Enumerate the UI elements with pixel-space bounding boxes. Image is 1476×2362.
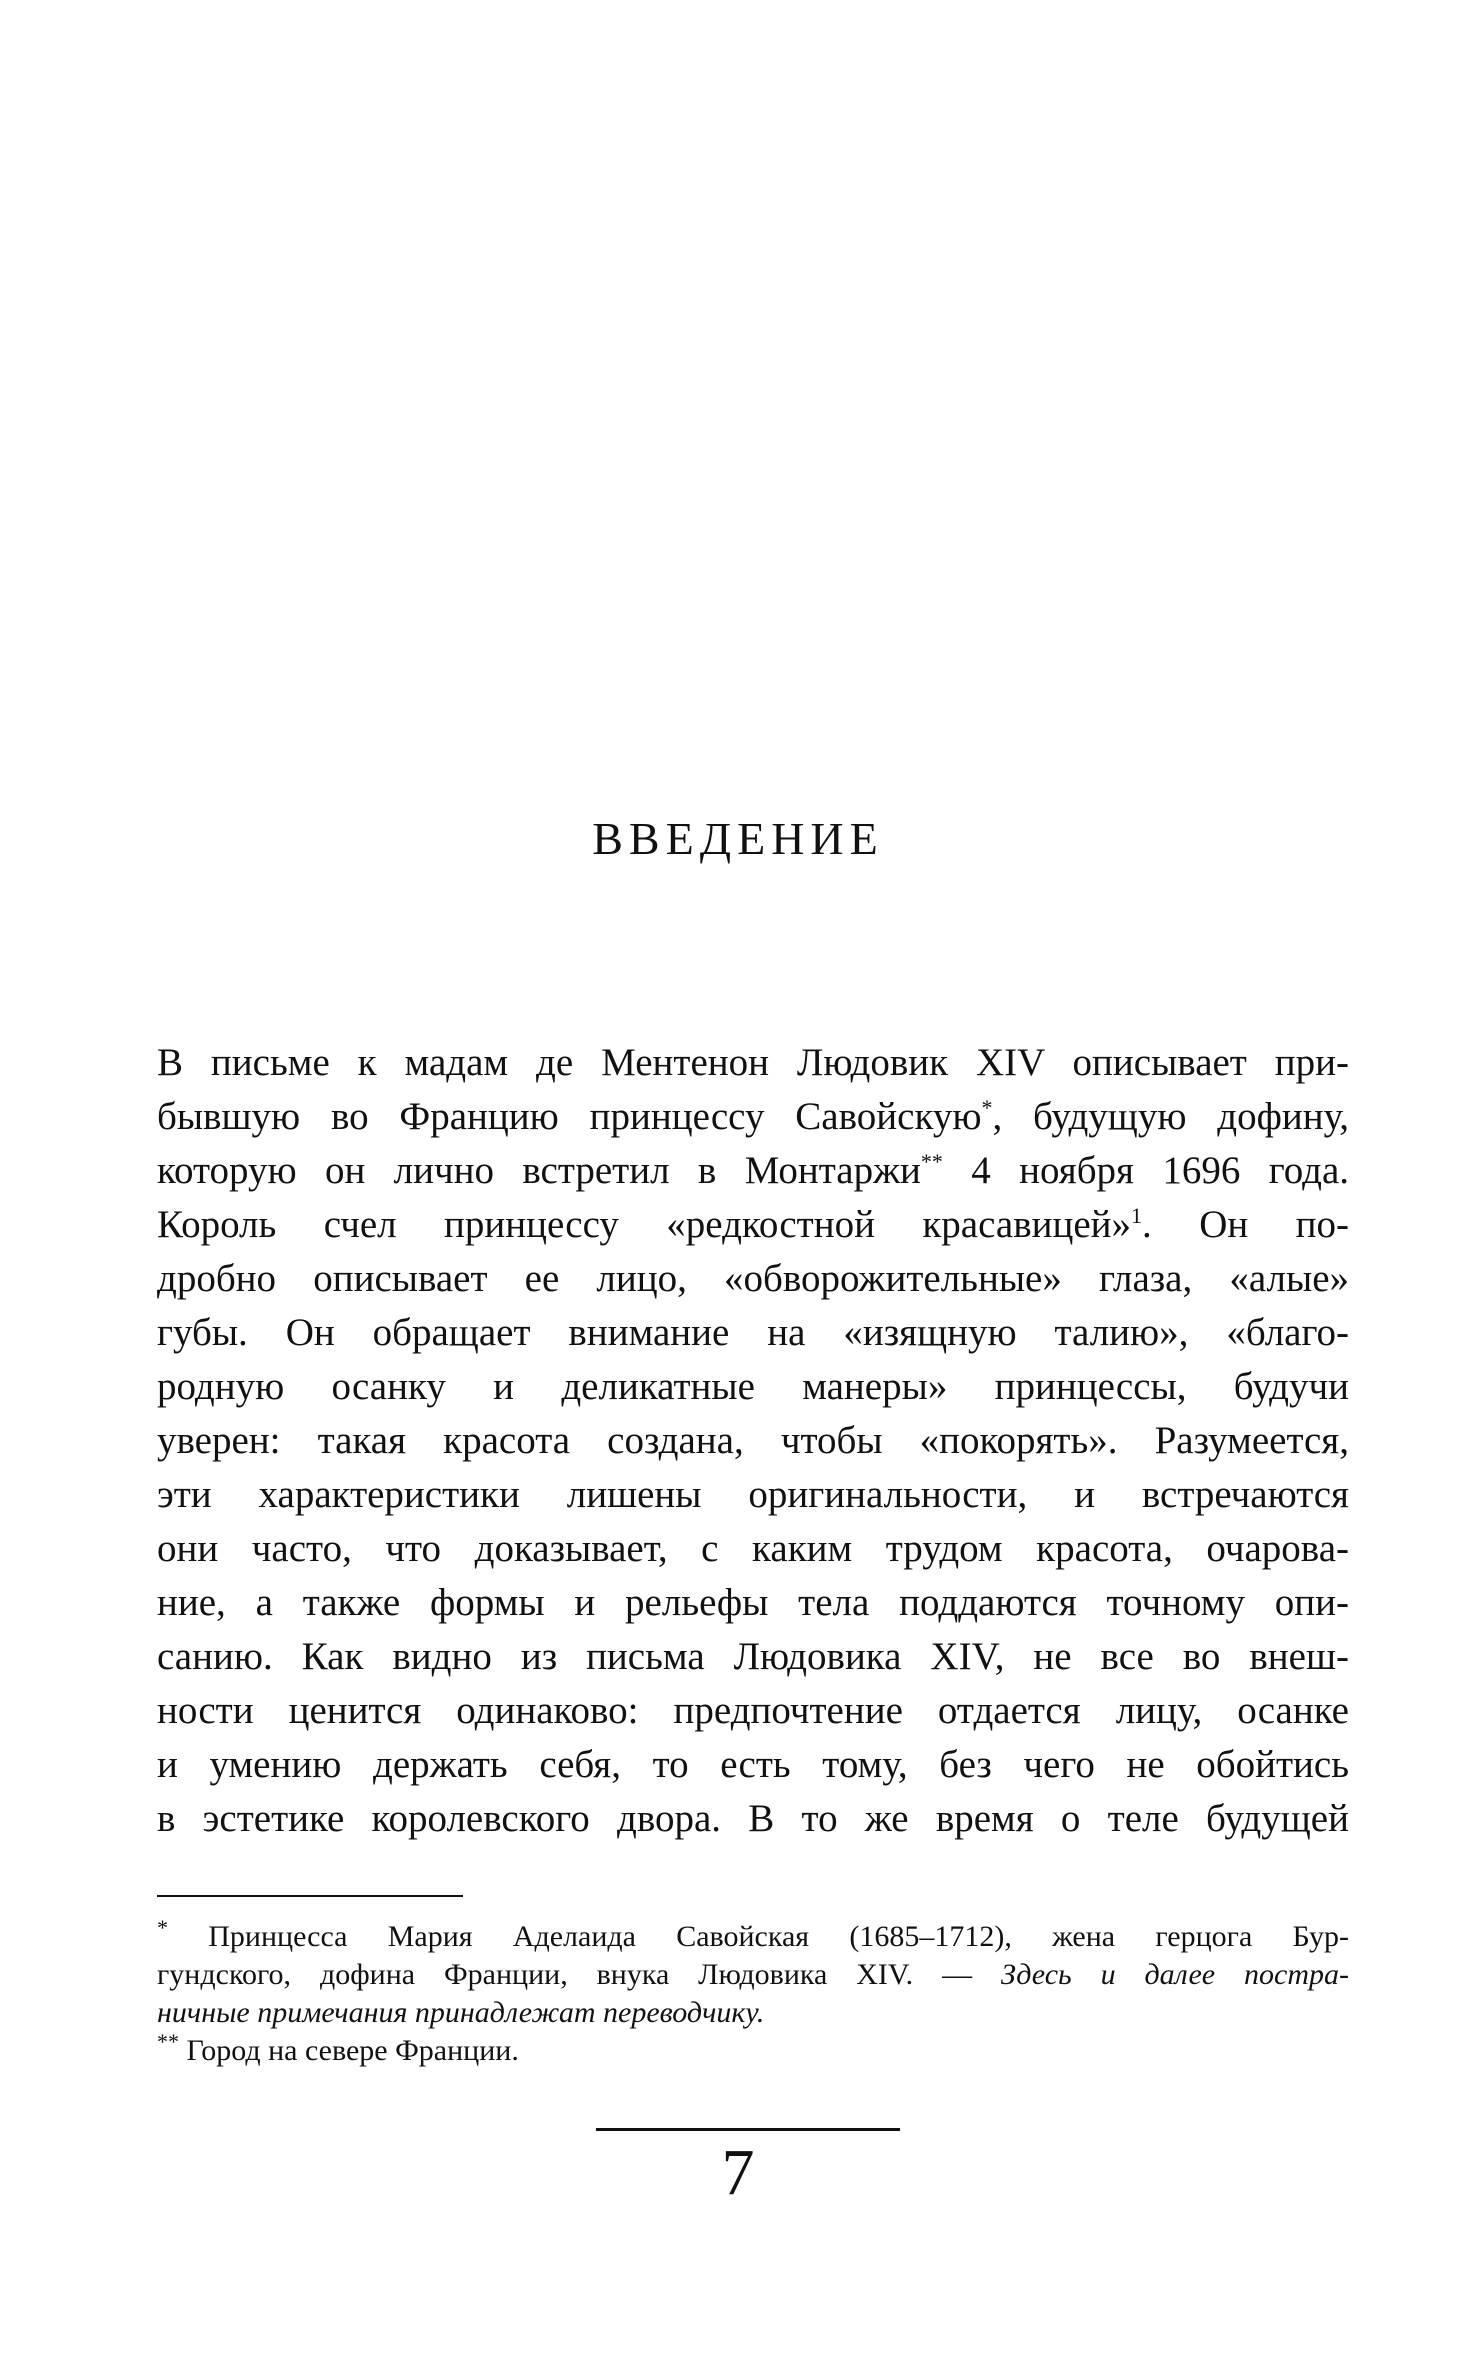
text-segment: Принцесса Мария Аделаида Савойская (1685–1712), жена герцога Бур- [168,1920,1349,1953]
text-segment: , будущую дофину, [992,1095,1349,1138]
footnote-marker: * [981,1095,993,1120]
footnote-marker: * [157,1915,168,1940]
text-segment: которую он лично встретил в Монтаржи [157,1149,921,1192]
text-segment: Король счел принцессу «редкостной красавицей» [157,1203,1132,1246]
text-segment: гундского, дофина Франции, внука Людовика XIV. — [157,1958,1001,1991]
text-line [157,1522,1349,1576]
text-segment: эти характеристики лишены оригинальности, и встречаются [157,1473,1349,1516]
body-text [157,1036,1349,1846]
text-segment: Город на севере Франции. [179,2034,519,2067]
text-segment: бывшую во Францию принцессу Савойскую [157,1095,982,1138]
text-line [157,1252,1349,1306]
text-segment: в эстетике королевского двора. В то же время о теле будущей [157,1797,1349,1840]
text-line [157,1036,1349,1090]
text-segment: 4 ноября 1696 года. [942,1149,1349,1192]
text-segment: ности ценится одинаково: предпочтение отдается лицу, осанке [157,1689,1349,1732]
text-segment: уверен: такая красота создана, чтобы «покорять». Разумеется, [157,1419,1349,1462]
text-segment: ние, а также формы и рельефы тела поддаются точному опи- [157,1581,1349,1624]
footnote-separator [157,1895,463,1897]
footnote-marker: ** [157,2029,179,2054]
text-segment: дробно описывает ее лицо, «обворожительные» глаза, «алые» [157,1257,1349,1300]
text-line [157,1306,1349,1360]
text-segment: ничные примечания принадлежат переводчику. [157,1996,765,2029]
footnote-marker: ** [920,1149,943,1174]
text-line [157,1576,1349,1630]
text-line [157,1468,1349,1522]
footnote-line [157,1915,1349,1956]
text-line [157,1630,1349,1684]
text-line [157,1360,1349,1414]
footnote-line [157,1956,1349,1994]
page-number: 7 [721,2136,755,2209]
footnotes [157,1915,1349,2070]
footnote-marker: 1 [1131,1203,1143,1228]
text-line [157,1198,1349,1252]
footnote-line [157,2029,1349,2070]
text-segment: Здесь и далее постра- [1001,1958,1349,1991]
text-segment: . Он по- [1142,1203,1349,1246]
chapter-title: ВВЕДЕНИЕ [592,813,884,864]
text-line [157,1414,1349,1468]
text-line [157,1792,1349,1846]
text-line [157,1090,1349,1144]
text-segment: губы. Он обращает внимание на «изящную талию», «благо- [157,1311,1349,1354]
text-segment: родную осанку и деликатные манеры» принцессы, будучи [157,1365,1349,1408]
text-line [157,1738,1349,1792]
text-line [157,1144,1349,1198]
text-segment: и умению держать себя, то есть тому, без чего не обойтись [157,1743,1349,1786]
text-segment: В письме к мадам де Ментенон Людовик XIV описывает при- [157,1041,1349,1084]
text-segment: санию. Как видно из письма Людовика XIV, не все во внеш- [157,1635,1349,1678]
footnote-line [157,1994,1349,2032]
text-line [157,1684,1349,1738]
text-segment: они часто, что доказывает, с каким трудом красота, очарова- [157,1527,1349,1570]
page-number-rule [596,2128,900,2131]
